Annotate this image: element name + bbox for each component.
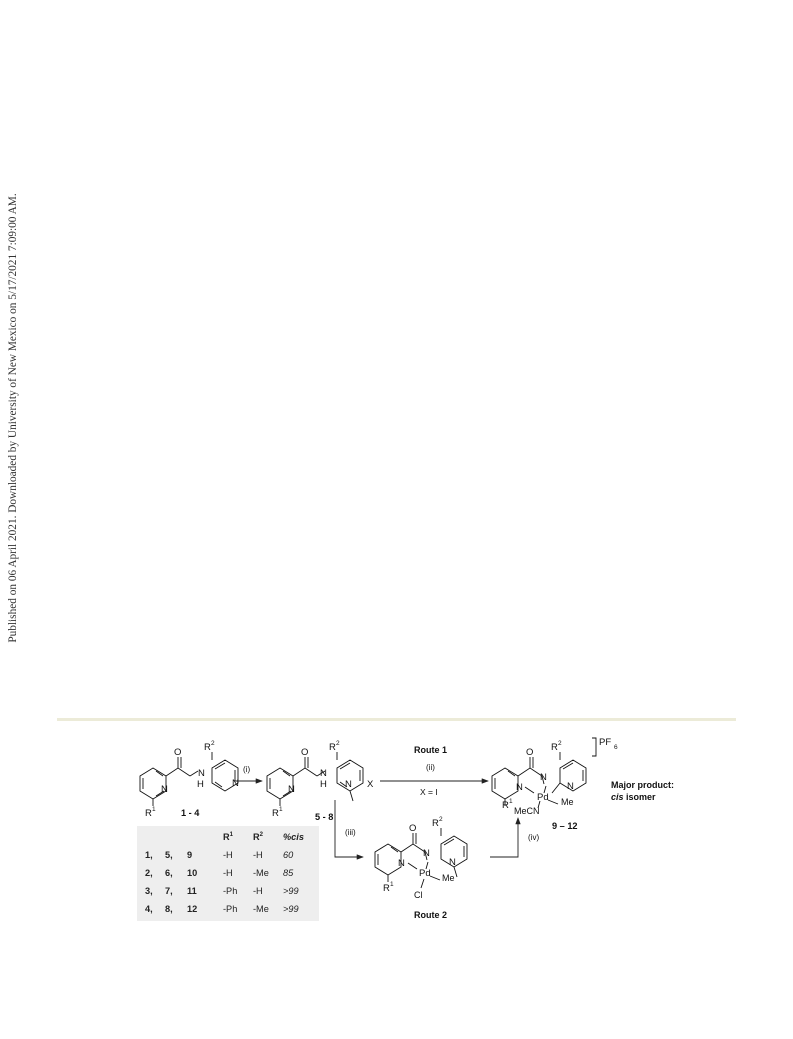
- atom-label: N: [423, 848, 430, 859]
- reaction-arrow: [490, 818, 518, 857]
- results-table: [137, 828, 319, 918]
- table-row: 1, 5, 9 -H -H 60: [145, 850, 294, 860]
- atom-label: N: [540, 772, 547, 783]
- atom-label: N: [198, 768, 205, 779]
- substituent-label: 1: [152, 806, 156, 813]
- table-header-row: [137, 828, 319, 846]
- major-product-label: Major product:: [611, 780, 674, 790]
- atom-label: N: [567, 781, 574, 792]
- substituent-label: 2: [211, 740, 215, 747]
- compound-number: 5 - 8: [315, 812, 334, 822]
- compound-number: 1 - 4: [181, 808, 200, 818]
- atom-label: N: [320, 768, 327, 779]
- counterion-label: PF: [599, 737, 612, 748]
- substituent-label: R: [502, 800, 509, 811]
- step-label: (iii): [345, 828, 356, 837]
- substituent-label: R: [432, 818, 439, 829]
- table-row: 4, 8, 12 -Ph -Me >99: [145, 904, 299, 914]
- atom-label: O: [301, 747, 309, 758]
- step-label: (i): [243, 765, 251, 774]
- major-product-isomer: cis isomer: [611, 792, 656, 802]
- route-1-label: Route 1: [414, 745, 448, 755]
- table-row: 2, 6, 10 -H -Me 85: [145, 868, 294, 878]
- substituent-label: 2: [336, 740, 340, 747]
- substituent-label: R: [329, 742, 336, 753]
- substituent-label: 1: [279, 806, 283, 813]
- substituent-label: R: [383, 883, 390, 894]
- atom-label: N: [449, 857, 456, 868]
- ligand-label: MeCN: [514, 806, 540, 816]
- atom-label: H: [197, 779, 204, 790]
- condition-label: X = I: [420, 787, 438, 797]
- atom-label: N: [398, 858, 405, 869]
- substituent-label: R: [551, 742, 558, 753]
- ligand-label: Me: [442, 873, 455, 883]
- metal-label: Pd: [537, 792, 549, 803]
- metal-label: Pd: [419, 868, 431, 879]
- atom-label: N: [516, 782, 523, 793]
- counterion-label: 6: [614, 744, 618, 751]
- compound-1-4: [140, 752, 238, 806]
- substituent-label: R: [204, 742, 211, 753]
- ligand-label: Me: [561, 797, 574, 807]
- substituent-label: R: [145, 808, 152, 819]
- substituent-label: 2: [558, 740, 562, 747]
- atom-label: N: [161, 784, 168, 795]
- substituent-label: 1: [390, 881, 394, 888]
- header-r1: $R^1$: [223, 831, 233, 843]
- atom-label: O: [174, 747, 182, 758]
- table-row: 3, 7, 11 -Ph -H >99: [145, 886, 299, 896]
- atom-label: N: [345, 779, 352, 790]
- counterion-label: X: [367, 779, 374, 790]
- atom-label: N: [232, 778, 239, 789]
- atom-label: O: [409, 823, 417, 834]
- atom-label: O: [526, 747, 534, 758]
- publication-notice: Published on 06 April 2021. Downloaded by University of New Mexico on 5/17/2021 7:09:00 AM.: [7, 193, 19, 643]
- substituent-label: 1: [509, 798, 513, 805]
- step-label: (ii): [426, 763, 435, 772]
- route-2-label: Route 2: [414, 910, 448, 920]
- atom-label: N: [288, 784, 295, 795]
- header-r2: $R^2$: [253, 831, 263, 843]
- substituent-label: R: [272, 808, 279, 819]
- step-label: (iv): [528, 833, 540, 842]
- ligand-label: Cl: [414, 890, 423, 900]
- atom-label: H: [320, 779, 327, 790]
- compound-number: 9 – 12: [552, 821, 578, 831]
- substituent-label: 2: [439, 816, 443, 823]
- header-percent-cis: %cis: [283, 832, 304, 842]
